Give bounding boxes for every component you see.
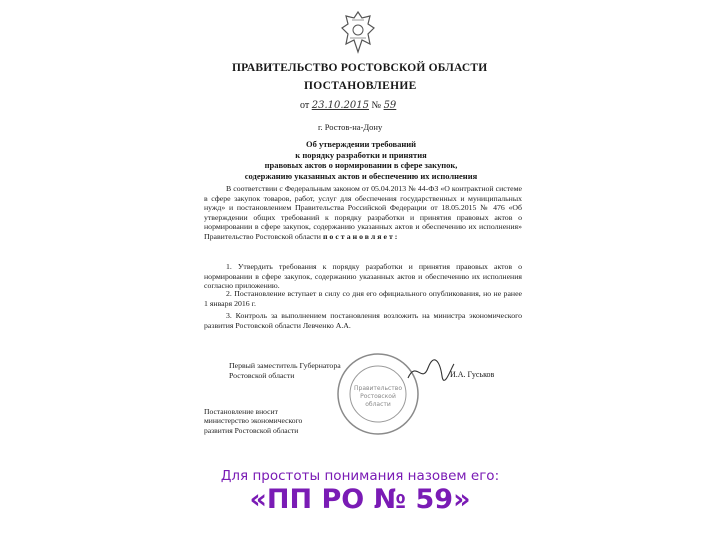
- signer-name: И.А. Гуськов: [450, 370, 495, 379]
- svg-text:Правительство: Правительство: [354, 385, 402, 392]
- signature-icon: [406, 356, 456, 386]
- handwritten-number: 59: [383, 100, 397, 111]
- item-1: 1. Утвердить требования к порядку разработки и принятия правовых актов о нормировании в сфере закупок, содержанию указанных актов и обеспечению их исполнения согласно приложению.: [204, 262, 522, 291]
- date-prefix: от: [300, 100, 310, 111]
- date-number-line: [300, 100, 396, 111]
- document-type: ПОСТАНОВЛЕНИЕ: [304, 80, 417, 92]
- caption-text: Для простоты понимания назовем его:: [220, 468, 500, 484]
- preamble-text: В соответствии с Федеральным законом от 05.04.2013 № 44-ФЗ «О контрактной системе в сфере закупок товаров, работ, услуг для обеспечения государственных и муниципальных нужд» и постановлением Правительства Российской Федерации от 18.05.2015 № 476 «Об утверждении общих требований к порядку разработки и принятия правовых актов о нормировании в сфере закупок, содержанию указанных актов и обеспечению их исполнения» Правительство Ростовской области: [204, 184, 522, 241]
- svg-text:области: области: [365, 401, 391, 408]
- submitted-by: Постановление вносит министерство экономического развития Ростовской области: [204, 407, 303, 435]
- document-title: [236, 139, 486, 181]
- item-2: 2. Постановление вступает в силу со дня его официального опубликования, но не ранее 1 января 2016 г.: [204, 289, 522, 308]
- scanned-document: [196, 0, 526, 455]
- title-line: содержанию указанных актов и обеспечению их исполнения: [244, 170, 478, 181]
- item-3: 3. Контроль за выполнением постановления возложить на министра экономического развития Ростовской области Левченко А.А.: [204, 311, 522, 330]
- title-line: правовых актов о нормировании в сфере закупок,: [264, 160, 458, 170]
- short-name: «ПП РО № 59»: [249, 484, 471, 515]
- resolves-word: постановляет:: [322, 231, 400, 241]
- svg-text:Ростовской: Ростовской: [360, 393, 396, 400]
- number-sign: №: [371, 100, 382, 111]
- city: г. Ростов-на-Дону: [318, 122, 383, 132]
- signer-title: Первый заместитель Губернатора Ростовской области: [229, 361, 341, 380]
- title-line: к порядку разработки и принятия: [295, 149, 427, 160]
- title-line: Об утверждении требований: [305, 139, 417, 149]
- coat-of-arms-icon: [340, 10, 376, 54]
- government-header: ПРАВИТЕЛЬСТВО РОСТОВСКОЙ ОБЛАСТИ: [232, 62, 488, 74]
- handwritten-date: 23.10.2015: [311, 100, 370, 111]
- preamble-paragraph: [204, 184, 522, 242]
